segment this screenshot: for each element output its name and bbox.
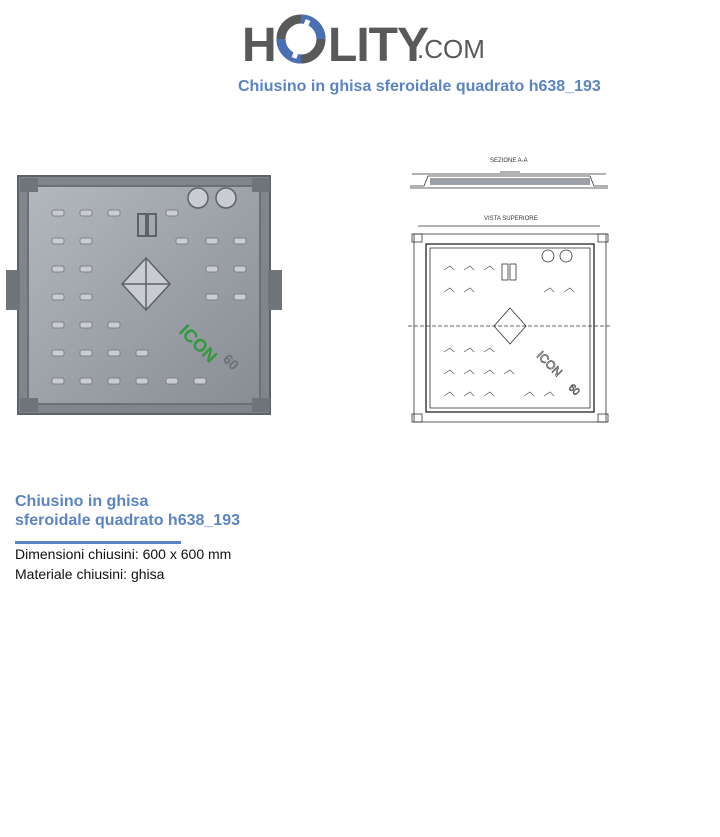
photo-size-marking: 60 bbox=[219, 350, 243, 374]
drawing-brand-marking: ICON bbox=[533, 348, 565, 380]
logo-o-icon bbox=[276, 14, 326, 64]
spec-material: Materiale chiusini: ghisa bbox=[15, 566, 165, 582]
product-photo bbox=[6, 160, 286, 432]
logo-text-h: H bbox=[242, 19, 276, 72]
logo-text-com: .COM bbox=[417, 34, 485, 64]
technical-drawing bbox=[404, 152, 614, 432]
top-view-label: VISTA SUPERIORE bbox=[484, 216, 538, 222]
photo-brand-marking: ICON bbox=[175, 320, 222, 367]
page-title: Chiusino in ghisa sferoidale quadrato h638_193 bbox=[238, 78, 601, 95]
product-heading-line1: Chiusino in ghisa bbox=[15, 493, 149, 510]
section-label: SEZIONE A-A bbox=[490, 158, 528, 164]
holity-logo[interactable] bbox=[242, 10, 485, 72]
drawing-size-marking: 60 bbox=[565, 382, 582, 398]
logo-text-lity: LITY bbox=[328, 19, 428, 72]
product-heading bbox=[15, 492, 275, 530]
spec-dimensions: Dimensioni chiusini: 600 x 600 mm bbox=[15, 546, 232, 562]
product-heading-line2: sferoidale quadrato h638_193 bbox=[15, 512, 240, 529]
heading-divider bbox=[15, 541, 181, 544]
